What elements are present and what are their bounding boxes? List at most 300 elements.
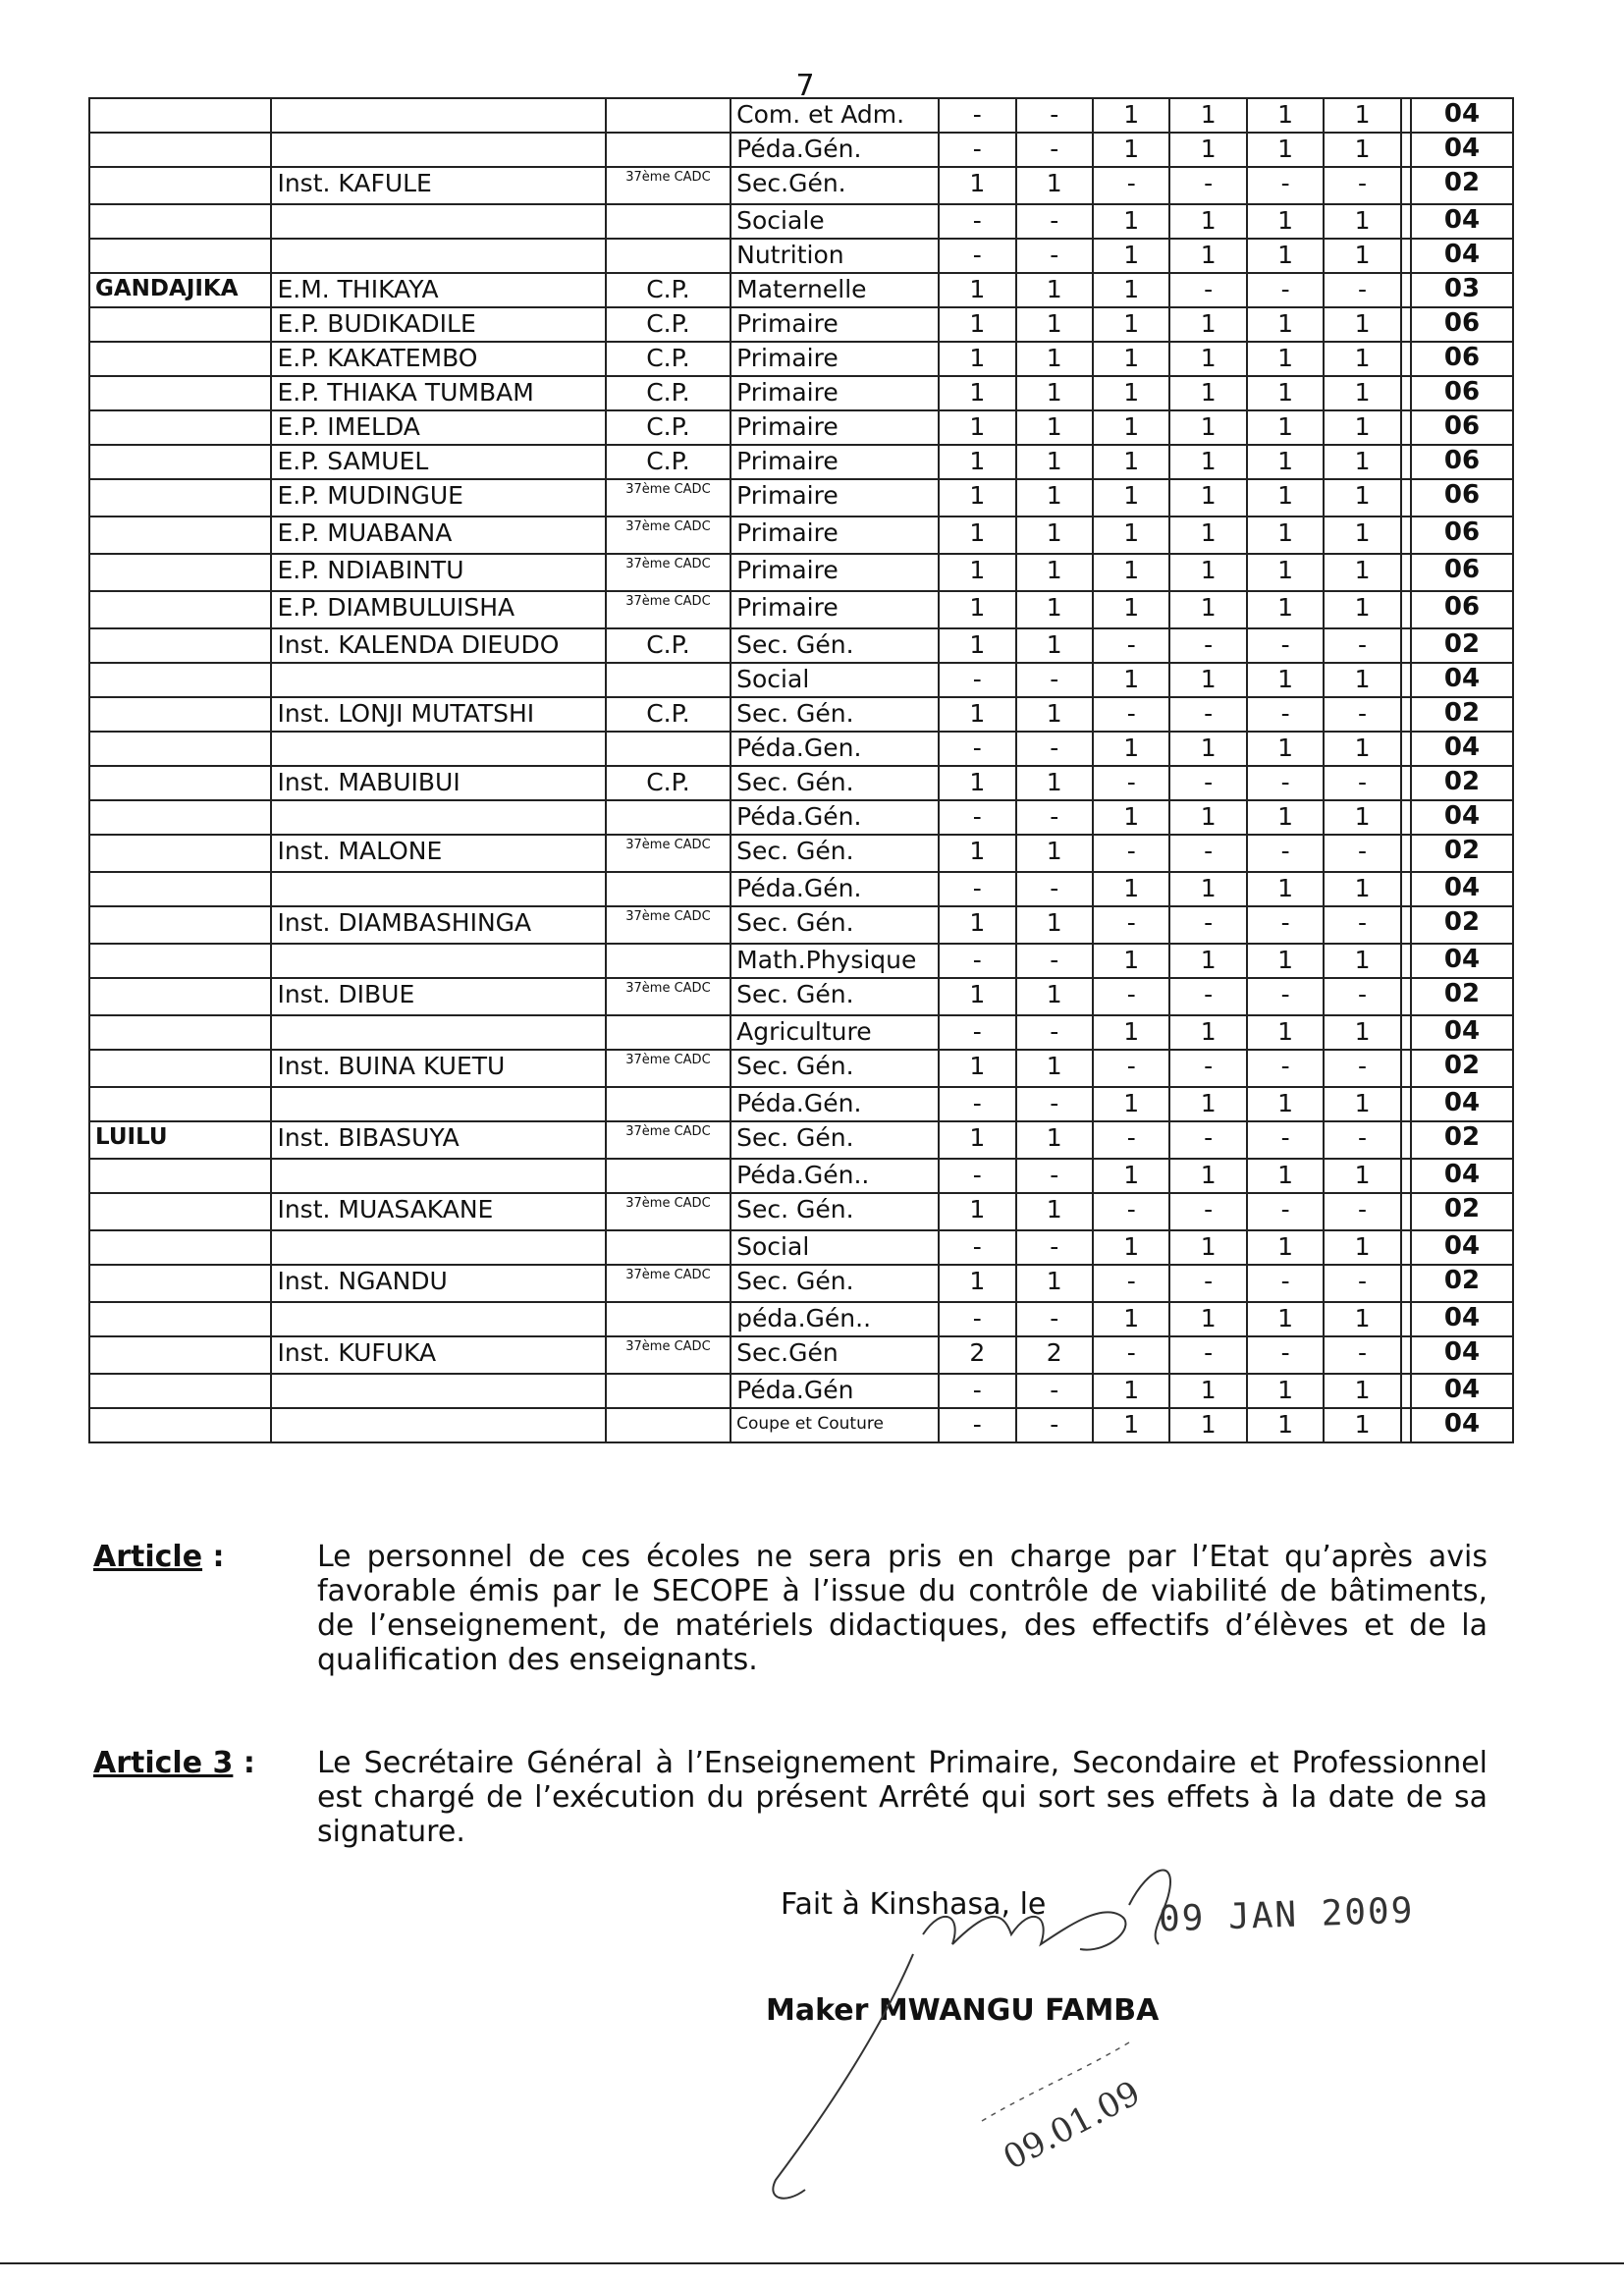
code-cell xyxy=(606,944,731,978)
value-cell: 1 xyxy=(1093,732,1169,766)
spacer-cell xyxy=(1401,1087,1411,1121)
value-cell: 1 xyxy=(1093,872,1169,906)
total-cell: 04 xyxy=(1411,1336,1513,1374)
table-row xyxy=(89,1121,1513,1159)
school-name-cell: E.P. MUDINGUE xyxy=(271,479,605,517)
table-row xyxy=(89,906,1513,944)
value-cell: - xyxy=(939,204,1015,239)
value-cell: 1 xyxy=(1169,376,1246,410)
spacer-cell xyxy=(1401,1159,1411,1193)
school-name-cell xyxy=(271,872,605,906)
value-cell: 1 xyxy=(1093,98,1169,133)
school-name-cell xyxy=(271,1159,605,1193)
spacer-cell xyxy=(1401,273,1411,307)
value-cell: 1 xyxy=(1169,944,1246,978)
code-cell: 37ème CADC xyxy=(606,1265,731,1302)
value-cell: 1 xyxy=(1093,1302,1169,1336)
value-cell: 1 xyxy=(939,554,1015,591)
table-row xyxy=(89,98,1513,133)
article-3-paragraph xyxy=(93,1746,1488,1849)
value-cell: - xyxy=(939,1374,1015,1408)
value-cell: - xyxy=(939,1408,1015,1442)
value-cell: 1 xyxy=(1169,732,1246,766)
school-name-cell xyxy=(271,944,605,978)
value-cell: - xyxy=(1247,697,1324,732)
location-cell xyxy=(89,1087,271,1121)
value-cell: 1 xyxy=(1016,410,1093,445)
spacer-cell xyxy=(1401,554,1411,591)
value-cell: 1 xyxy=(1093,944,1169,978)
spacer-cell xyxy=(1401,872,1411,906)
value-cell: - xyxy=(1169,628,1246,663)
spacer-cell xyxy=(1401,1302,1411,1336)
spacer-cell xyxy=(1401,1265,1411,1302)
location-cell xyxy=(89,663,271,697)
code-cell xyxy=(606,872,731,906)
value-cell: 1 xyxy=(1016,591,1093,628)
code-cell: C.P. xyxy=(606,628,731,663)
location-cell xyxy=(89,906,271,944)
value-cell: - xyxy=(1247,1193,1324,1230)
signature-place: Fait à Kinshasa, le xyxy=(781,1887,1047,1922)
value-cell: - xyxy=(1169,835,1246,872)
location-cell xyxy=(89,554,271,591)
value-cell: 2 xyxy=(1016,1336,1093,1374)
value-cell: 1 xyxy=(1016,1265,1093,1302)
school-name-cell xyxy=(271,98,605,133)
code-cell: 37ème CADC xyxy=(606,978,731,1015)
value-cell: - xyxy=(1169,906,1246,944)
value-cell: 1 xyxy=(1169,663,1246,697)
value-cell: 1 xyxy=(1247,800,1324,835)
value-cell: 1 xyxy=(1324,732,1400,766)
location-cell xyxy=(89,307,271,342)
table-row xyxy=(89,1408,1513,1442)
value-cell: - xyxy=(1247,1121,1324,1159)
code-cell xyxy=(606,204,731,239)
value-cell: 1 xyxy=(1247,376,1324,410)
total-cell: 04 xyxy=(1411,1230,1513,1265)
value-cell: 1 xyxy=(1169,204,1246,239)
total-cell: 04 xyxy=(1411,1015,1513,1050)
value-cell: 1 xyxy=(939,766,1015,800)
total-cell: 02 xyxy=(1411,1193,1513,1230)
value-cell: 1 xyxy=(1016,445,1093,479)
value-cell: 1 xyxy=(1247,517,1324,554)
section-cell: Sec.Gén. xyxy=(731,167,939,204)
value-cell: - xyxy=(1247,273,1324,307)
value-cell: - xyxy=(1093,697,1169,732)
value-cell: 1 xyxy=(1093,1408,1169,1442)
total-cell: 04 xyxy=(1411,732,1513,766)
school-name-cell xyxy=(271,239,605,273)
school-name-cell: Inst. DIAMBASHINGA xyxy=(271,906,605,944)
location-cell xyxy=(89,479,271,517)
value-cell: 1 xyxy=(939,479,1015,517)
value-cell: - xyxy=(1016,98,1093,133)
value-cell: 1 xyxy=(1247,479,1324,517)
spacer-cell xyxy=(1401,732,1411,766)
value-cell: 1 xyxy=(1324,517,1400,554)
value-cell: 1 xyxy=(1324,1302,1400,1336)
total-cell: 04 xyxy=(1411,1087,1513,1121)
value-cell: - xyxy=(1093,766,1169,800)
value-cell: 1 xyxy=(1016,554,1093,591)
spacer-cell xyxy=(1401,479,1411,517)
code-cell: 37ème CADC xyxy=(606,554,731,591)
school-name-cell: E.P. IMELDA xyxy=(271,410,605,445)
location-cell xyxy=(89,697,271,732)
school-name-cell xyxy=(271,1374,605,1408)
value-cell: 1 xyxy=(1247,944,1324,978)
spacer-cell xyxy=(1401,591,1411,628)
school-name-cell: Inst. MALONE xyxy=(271,835,605,872)
table-row xyxy=(89,944,1513,978)
table-row xyxy=(89,1336,1513,1374)
value-cell: 1 xyxy=(1324,1087,1400,1121)
value-cell: - xyxy=(1169,1121,1246,1159)
school-name-cell: Inst. KAFULE xyxy=(271,167,605,204)
spacer-cell xyxy=(1401,1374,1411,1408)
spacer-cell xyxy=(1401,239,1411,273)
code-cell: 37ème CADC xyxy=(606,1121,731,1159)
value-cell: 1 xyxy=(1247,1159,1324,1193)
value-cell: - xyxy=(1324,1336,1400,1374)
spacer-cell xyxy=(1401,978,1411,1015)
section-cell: Péda.Gén xyxy=(731,1374,939,1408)
location-cell xyxy=(89,133,271,167)
value-cell: 1 xyxy=(1093,376,1169,410)
value-cell: 1 xyxy=(1324,204,1400,239)
spacer-cell xyxy=(1401,1193,1411,1230)
school-name-cell: Inst. MABUIBUI xyxy=(271,766,605,800)
spacer-cell xyxy=(1401,800,1411,835)
value-cell: 1 xyxy=(1247,1408,1324,1442)
total-cell: 04 xyxy=(1411,133,1513,167)
school-name-cell: E.P. DIAMBULUISHA xyxy=(271,591,605,628)
value-cell: 1 xyxy=(1324,800,1400,835)
value-cell: 1 xyxy=(1016,1050,1093,1087)
value-cell: 1 xyxy=(1016,1193,1093,1230)
total-cell: 02 xyxy=(1411,835,1513,872)
value-cell: 1 xyxy=(1247,133,1324,167)
value-cell: 1 xyxy=(1093,1230,1169,1265)
table-row xyxy=(89,376,1513,410)
location-cell xyxy=(89,591,271,628)
page-number: 7 xyxy=(795,69,815,103)
table-row xyxy=(89,766,1513,800)
value-cell: 1 xyxy=(939,978,1015,1015)
value-cell: 1 xyxy=(1169,554,1246,591)
article-text: Le personnel de ces écoles ne sera pris en charge par l’Etat qu’après avis favorable émis par le SECOPE à l’issue du contrôle de viabilité de bâtiments, de l’enseignement, de matériels didactiques, des effectifs d’élèves et de la qualification des enseignants. xyxy=(317,1540,1488,1677)
article-paragraph xyxy=(93,1540,1488,1677)
value-cell: 1 xyxy=(1247,1230,1324,1265)
value-cell: 1 xyxy=(939,591,1015,628)
value-cell: 1 xyxy=(1093,1087,1169,1121)
total-cell: 06 xyxy=(1411,591,1513,628)
value-cell: 1 xyxy=(1016,835,1093,872)
value-cell: - xyxy=(1093,1336,1169,1374)
code-cell xyxy=(606,98,731,133)
code-cell xyxy=(606,1230,731,1265)
value-cell: 1 xyxy=(1169,479,1246,517)
value-cell: 1 xyxy=(1093,1159,1169,1193)
spacer-cell xyxy=(1401,835,1411,872)
total-cell: 02 xyxy=(1411,628,1513,663)
spacer-cell xyxy=(1401,1050,1411,1087)
school-name-cell xyxy=(271,1087,605,1121)
section-cell: Sec. Gén. xyxy=(731,1050,939,1087)
school-name-cell: Inst. LONJI MUTATSHI xyxy=(271,697,605,732)
value-cell: - xyxy=(1247,1265,1324,1302)
table-row xyxy=(89,1230,1513,1265)
table-row xyxy=(89,204,1513,239)
table-row xyxy=(89,1265,1513,1302)
value-cell: 1 xyxy=(1093,239,1169,273)
table-row xyxy=(89,307,1513,342)
code-cell xyxy=(606,732,731,766)
value-cell: 1 xyxy=(1324,376,1400,410)
value-cell: 1 xyxy=(1169,1087,1246,1121)
value-cell: 1 xyxy=(939,697,1015,732)
table-row xyxy=(89,554,1513,591)
value-cell: - xyxy=(1169,766,1246,800)
value-cell: 1 xyxy=(1247,554,1324,591)
value-cell: 1 xyxy=(1093,204,1169,239)
section-cell: Sec. Gén. xyxy=(731,766,939,800)
schools-table xyxy=(88,97,1514,1443)
value-cell: 1 xyxy=(1169,133,1246,167)
value-cell: 1 xyxy=(1324,1408,1400,1442)
value-cell: - xyxy=(1016,1374,1093,1408)
code-cell: 37ème CADC xyxy=(606,1193,731,1230)
school-name-cell: E.M. THIKAYA xyxy=(271,273,605,307)
section-cell: Sec. Gén. xyxy=(731,697,939,732)
value-cell: 1 xyxy=(1093,591,1169,628)
value-cell: 1 xyxy=(1247,732,1324,766)
value-cell: 1 xyxy=(1016,1121,1093,1159)
section-cell: Sec. Gén. xyxy=(731,835,939,872)
location-cell xyxy=(89,732,271,766)
school-name-cell: E.P. SAMUEL xyxy=(271,445,605,479)
value-cell: 1 xyxy=(1093,273,1169,307)
code-cell xyxy=(606,663,731,697)
handwritten-signature xyxy=(687,1846,1237,2219)
value-cell: 1 xyxy=(939,342,1015,376)
school-name-cell: E.P. MUABANA xyxy=(271,517,605,554)
section-cell: Coupe et Couture xyxy=(731,1408,939,1442)
total-cell: 04 xyxy=(1411,239,1513,273)
table-row xyxy=(89,978,1513,1015)
value-cell: 1 xyxy=(1093,445,1169,479)
table-row xyxy=(89,800,1513,835)
value-cell: 1 xyxy=(1247,591,1324,628)
value-cell: 1 xyxy=(939,307,1015,342)
value-cell: 1 xyxy=(1324,479,1400,517)
value-cell: - xyxy=(1324,835,1400,872)
value-cell: - xyxy=(1016,944,1093,978)
total-cell: 03 xyxy=(1411,273,1513,307)
location-cell xyxy=(89,1230,271,1265)
section-cell: Sec. Gén. xyxy=(731,1121,939,1159)
value-cell: - xyxy=(1016,663,1093,697)
value-cell: 1 xyxy=(1324,554,1400,591)
spacer-cell xyxy=(1401,204,1411,239)
spacer-cell xyxy=(1401,133,1411,167)
total-cell: 06 xyxy=(1411,376,1513,410)
section-cell: Math.Physique xyxy=(731,944,939,978)
value-cell: - xyxy=(1093,167,1169,204)
value-cell: 1 xyxy=(939,273,1015,307)
table-row xyxy=(89,697,1513,732)
location-cell xyxy=(89,1336,271,1374)
location-cell xyxy=(89,1050,271,1087)
value-cell: 1 xyxy=(1169,517,1246,554)
location-cell xyxy=(89,342,271,376)
section-cell: Primaire xyxy=(731,410,939,445)
value-cell: - xyxy=(1016,204,1093,239)
value-cell: - xyxy=(1016,239,1093,273)
location-cell xyxy=(89,872,271,906)
code-cell xyxy=(606,133,731,167)
value-cell: 1 xyxy=(1016,376,1093,410)
code-cell: C.P. xyxy=(606,766,731,800)
table-row xyxy=(89,663,1513,697)
table-row xyxy=(89,479,1513,517)
section-cell: Social xyxy=(731,663,939,697)
value-cell: 1 xyxy=(1016,906,1093,944)
location-cell xyxy=(89,239,271,273)
spacer-cell xyxy=(1401,906,1411,944)
value-cell: - xyxy=(1016,872,1093,906)
total-cell: 04 xyxy=(1411,800,1513,835)
value-cell: 1 xyxy=(1016,273,1093,307)
value-cell: - xyxy=(1093,1193,1169,1230)
spacer-cell xyxy=(1401,628,1411,663)
value-cell: 1 xyxy=(1169,342,1246,376)
total-cell: 04 xyxy=(1411,1159,1513,1193)
spacer-cell xyxy=(1401,167,1411,204)
value-cell: - xyxy=(1169,1336,1246,1374)
school-name-cell: Inst. KUFUKA xyxy=(271,1336,605,1374)
total-cell: 04 xyxy=(1411,1302,1513,1336)
total-cell: 04 xyxy=(1411,204,1513,239)
value-cell: 1 xyxy=(1169,307,1246,342)
location-cell xyxy=(89,978,271,1015)
value-cell: - xyxy=(1093,835,1169,872)
total-cell: 02 xyxy=(1411,167,1513,204)
total-cell: 04 xyxy=(1411,98,1513,133)
spacer-cell xyxy=(1401,697,1411,732)
value-cell: - xyxy=(1324,1265,1400,1302)
section-cell: Péda.Gén. xyxy=(731,133,939,167)
value-cell: - xyxy=(1247,1050,1324,1087)
section-cell: Sec. Gén. xyxy=(731,628,939,663)
table-row xyxy=(89,1193,1513,1230)
code-cell: 37ème CADC xyxy=(606,517,731,554)
code-cell: 37ème CADC xyxy=(606,1336,731,1374)
location-cell xyxy=(89,1374,271,1408)
section-cell: Primaire xyxy=(731,554,939,591)
code-cell: C.P. xyxy=(606,410,731,445)
signatory-name: Maker MWANGU FAMBA xyxy=(766,1993,1160,2028)
section-cell: Sec.Gén xyxy=(731,1336,939,1374)
location-cell xyxy=(89,1302,271,1336)
value-cell: - xyxy=(1324,628,1400,663)
value-cell: 1 xyxy=(1247,1302,1324,1336)
table-row xyxy=(89,342,1513,376)
value-cell: - xyxy=(939,872,1015,906)
code-cell: 37ème CADC xyxy=(606,479,731,517)
value-cell: - xyxy=(1324,167,1400,204)
spacer-cell xyxy=(1401,445,1411,479)
section-cell: Com. et Adm. xyxy=(731,98,939,133)
value-cell: - xyxy=(1093,628,1169,663)
table-row xyxy=(89,1015,1513,1050)
value-cell: - xyxy=(1324,1121,1400,1159)
code-cell: 37ème CADC xyxy=(606,906,731,944)
value-cell: 1 xyxy=(1016,517,1093,554)
value-cell: - xyxy=(1324,273,1400,307)
section-cell: Primaire xyxy=(731,591,939,628)
table-row xyxy=(89,133,1513,167)
value-cell: - xyxy=(1016,1230,1093,1265)
value-cell: 1 xyxy=(939,835,1015,872)
code-cell: 37ème CADC xyxy=(606,591,731,628)
value-cell: 1 xyxy=(1324,98,1400,133)
total-cell: 06 xyxy=(1411,307,1513,342)
value-cell: 1 xyxy=(1247,239,1324,273)
section-cell: Primaire xyxy=(731,517,939,554)
school-name-cell xyxy=(271,732,605,766)
total-cell: 06 xyxy=(1411,445,1513,479)
spacer-cell xyxy=(1401,944,1411,978)
value-cell: - xyxy=(939,800,1015,835)
section-cell: Primaire xyxy=(731,445,939,479)
school-name-cell: Inst. BIBASUYA xyxy=(271,1121,605,1159)
value-cell: 1 xyxy=(1016,342,1093,376)
value-cell: 1 xyxy=(1169,1230,1246,1265)
location-cell xyxy=(89,1015,271,1050)
value-cell: 1 xyxy=(1093,554,1169,591)
code-cell: 37ème CADC xyxy=(606,167,731,204)
total-cell: 06 xyxy=(1411,342,1513,376)
value-cell: 1 xyxy=(1093,663,1169,697)
article-label: Article : xyxy=(93,1540,225,1574)
value-cell: 1 xyxy=(1169,872,1246,906)
value-cell: - xyxy=(1324,1050,1400,1087)
table-row xyxy=(89,1159,1513,1193)
school-name-cell: E.P. THIAKA TUMBAM xyxy=(271,376,605,410)
table-row xyxy=(89,1087,1513,1121)
school-name-cell: Inst. NGANDU xyxy=(271,1265,605,1302)
value-cell: 1 xyxy=(1093,410,1169,445)
value-cell: 1 xyxy=(1324,133,1400,167)
value-cell: - xyxy=(1247,978,1324,1015)
spacer-cell xyxy=(1401,1336,1411,1374)
value-cell: - xyxy=(939,663,1015,697)
value-cell: 1 xyxy=(1247,410,1324,445)
location-cell xyxy=(89,167,271,204)
table-row xyxy=(89,445,1513,479)
section-cell: Sec. Gén. xyxy=(731,1265,939,1302)
footer-rule xyxy=(0,2262,1624,2264)
value-cell: 1 xyxy=(1169,445,1246,479)
location-cell xyxy=(89,1408,271,1442)
table-row xyxy=(89,835,1513,872)
value-cell: 1 xyxy=(939,517,1015,554)
school-name-cell: Inst. MUASAKANE xyxy=(271,1193,605,1230)
